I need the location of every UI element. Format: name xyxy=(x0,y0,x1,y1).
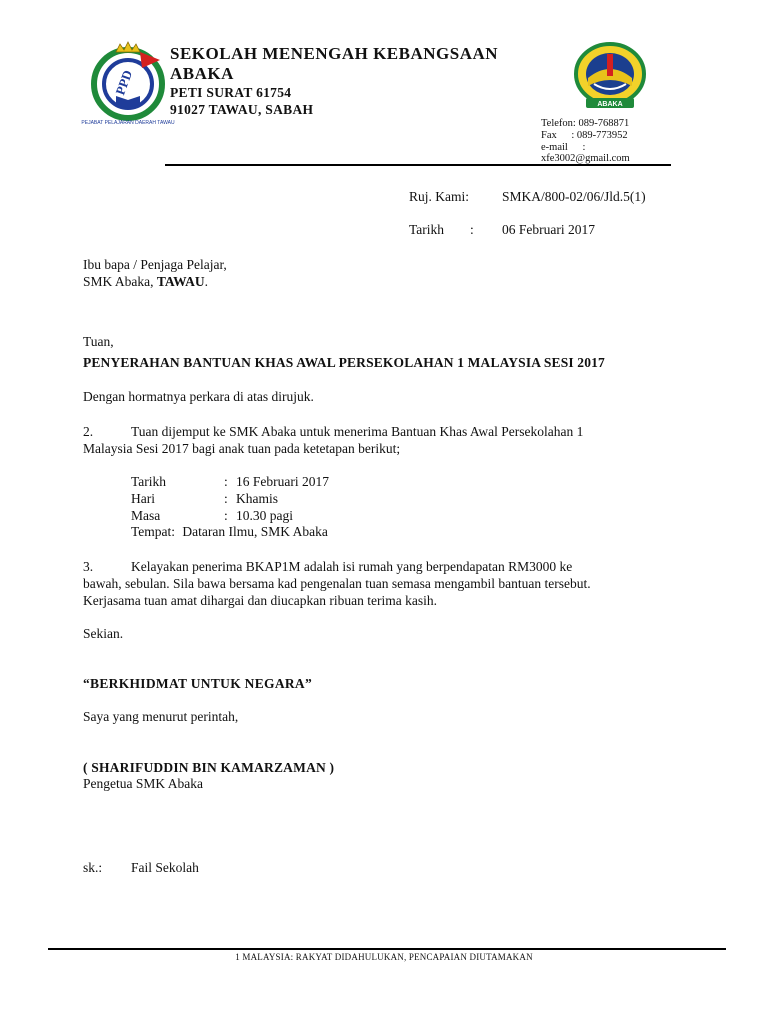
subject-line: PENYERAHAN BANTUAN KHAS AWAL PERSEKOLAHAN 1 MALAYSIA SESI 2017 xyxy=(83,355,605,370)
para3-line3: Kerjasama tuan amat dihargai dan diucapkan ribuan terima kasih. xyxy=(83,593,437,608)
recipient-line1: Ibu bapa / Penjaga Pelajar, xyxy=(83,257,227,272)
ppd-logo-ring-text: PEJABAT PELAJARAN DAERAH TAWAU xyxy=(81,120,175,126)
school-crest-banner: ABAKA xyxy=(597,101,623,108)
contact-email-sep: : xyxy=(582,142,586,153)
address-line2: 91027 TAWAU, SABAH xyxy=(170,102,314,117)
detail-date-value: 16 Februari 2017 xyxy=(236,474,329,489)
signoff: Saya yang menurut perintah, xyxy=(83,709,239,724)
cc-label: sk.: xyxy=(83,860,103,875)
detail-time-sep: : xyxy=(224,508,228,523)
school-crest-icon xyxy=(572,40,648,112)
date-label: Tarikh xyxy=(409,222,445,237)
motto: “BERKHIDMAT UNTUK NEGARA” xyxy=(83,676,313,691)
footer-divider xyxy=(48,948,726,950)
closing: Sekian. xyxy=(83,626,124,641)
ppd-logo-icon xyxy=(81,38,175,128)
detail-venue-label: Tempat: xyxy=(131,524,176,539)
signatory-title: Pengetua SMK Abaka xyxy=(83,776,203,791)
intro-line: Dengan hormatnya perkara di atas dirujuk. xyxy=(83,389,314,404)
detail-day-sep: : xyxy=(224,491,228,506)
salutation: Tuan, xyxy=(83,334,114,349)
recipient-line2 xyxy=(83,273,208,290)
contact-email-label: e-mail xyxy=(541,142,568,153)
footer-slogan: 1 MALAYSIA: RAKYAT DIDAHULUKAN, PENCAPAIAN DIUTAMAKAN xyxy=(235,952,533,962)
detail-day-label: Hari xyxy=(131,491,155,506)
para2-line2: Malaysia Sesi 2017 bagi anak tuan pada ketetapan berikut; xyxy=(83,441,401,456)
para3-line1: Kelayakan penerima BKAP1M adalah isi rumah yang berpendapatan RM3000 ke xyxy=(131,559,573,574)
date-value: 06 Februari 2017 xyxy=(502,222,595,237)
date-sep: : xyxy=(470,222,474,237)
school-name-line1: SEKOLAH MENENGAH KEBANGSAAN xyxy=(170,44,499,63)
contact-fax-value: : 089-773952 xyxy=(571,130,628,141)
school-name-line2: ABAKA xyxy=(170,64,234,83)
detail-time-value: 10.30 pagi xyxy=(236,508,293,523)
contact-phone: Telefon: 089-768871 xyxy=(541,118,630,129)
detail-date-sep: : xyxy=(224,474,228,489)
contact-email-value[interactable]: xfe3002@gmail.com xyxy=(541,153,630,164)
para2-line1: Tuan dijemput ke SMK Abaka untuk menerima Bantuan Khas Awal Persekolahan 1 xyxy=(131,424,584,439)
detail-venue-value: Dataran Ilmu, SMK Abaka xyxy=(182,524,328,539)
para2-number: 2. xyxy=(83,424,94,439)
ref-value: SMKA/800-02/06/Jld.5(1) xyxy=(502,189,646,204)
contact-fax xyxy=(541,130,628,142)
recipient-school: SMK Abaka, xyxy=(83,274,157,289)
recipient-period: . xyxy=(204,274,209,289)
contact-fax-label: Fax xyxy=(541,130,557,141)
para3-line2: bawah, sebulan. Sila bawa bersama kad pengenalan tuan semasa mengambil bantuan tersebut. xyxy=(83,576,591,591)
cc-value: Fail Sekolah xyxy=(131,860,199,875)
signatory-name: ( SHARIFUDDIN BIN KAMARZAMAN ) xyxy=(83,760,335,775)
header-divider xyxy=(165,164,671,166)
detail-day-value: Khamis xyxy=(236,491,278,506)
detail-venue xyxy=(131,523,328,540)
detail-time-label: Masa xyxy=(131,508,161,523)
recipient-town: TAWAU xyxy=(156,274,205,289)
para3-number: 3. xyxy=(83,559,94,574)
detail-date-label: Tarikh xyxy=(131,474,167,489)
ref-label: Ruj. Kami: xyxy=(409,189,469,204)
ppd-logo-acronym: PPD xyxy=(112,68,136,97)
address-line1: PETI SURAT 61754 xyxy=(170,85,292,100)
